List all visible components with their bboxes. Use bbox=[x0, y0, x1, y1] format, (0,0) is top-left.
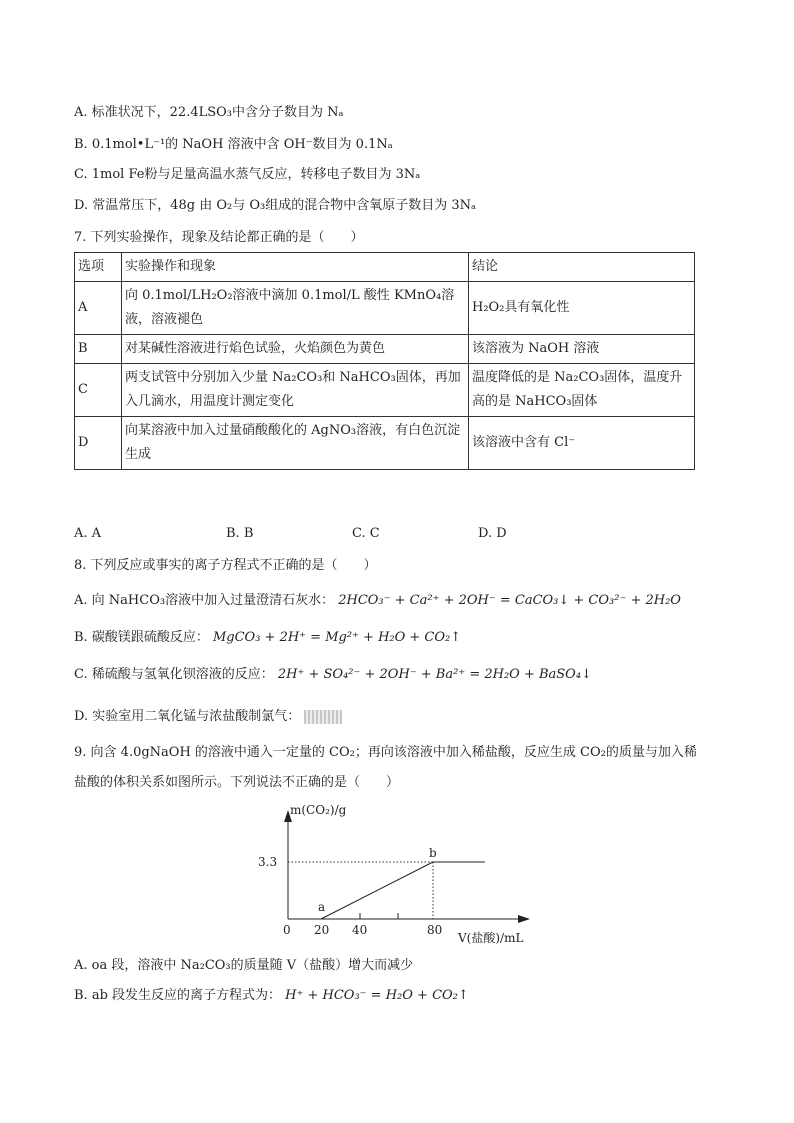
q9-stem-line2: 盐酸的体积关系如图所示。下列说法不正确的是（ ） bbox=[74, 775, 400, 790]
row-operation: 向某溶液中加入过量硝酸酸化的 AgNO₃溶液，有白色沉淀生成 bbox=[122, 417, 469, 470]
q6-option-a: A. 标准状况下，22.4LSO₃中含分子数目为 Nₐ bbox=[74, 105, 344, 120]
q8-option-a bbox=[74, 592, 681, 610]
point-label-a: a bbox=[318, 900, 326, 914]
q8-option-d bbox=[74, 708, 342, 726]
point-label-b: b bbox=[429, 846, 437, 860]
row-conclusion: 温度降低的是 Na₂CO₃固体，温度升高的是 NaHCO₃固体 bbox=[469, 364, 695, 417]
table-row bbox=[75, 335, 695, 364]
q7-choice-d: D. D bbox=[478, 526, 507, 541]
row-option: D bbox=[75, 417, 122, 470]
row-conclusion: H₂O₂具有氧化性 bbox=[469, 282, 695, 335]
table-row bbox=[75, 417, 695, 470]
q6-option-c: C. 1mol Fe粉与足量高温水蒸气反应，转移电子数目为 3Nₐ bbox=[74, 167, 421, 182]
q7-choice-b: B. B bbox=[226, 526, 254, 541]
q8-stem: 8. 下列反应或事实的离子方程式不正确的是（ ） bbox=[74, 558, 377, 573]
row-option: C bbox=[75, 364, 122, 417]
header-conclusion: 结论 bbox=[469, 253, 695, 282]
q8-c-text: C. 稀硫酸与氢氧化钡溶液的反应： bbox=[74, 667, 274, 682]
q6-option-d: D. 常温常压下，48g 由 O₂与 O₃组成的混合物中含氧原子数目为 3Nₐ bbox=[74, 198, 477, 213]
header-option: 选项 bbox=[75, 253, 122, 282]
x-tick-label: 80 bbox=[427, 923, 443, 937]
q9-stem-line1: 9. 向含 4.0gNaOH 的溶液中通入一定量的 CO₂；再向该溶液中加入稀盐酸，反应生成 CO₂的质量与加入稀 bbox=[74, 745, 697, 760]
row-operation: 两支试管中分别加入少量 Na₂CO₃和 NaHCO₃固体，再加入几滴水，用温度计测定变化 bbox=[122, 364, 469, 417]
row-conclusion: 该溶液中含有 Cl⁻ bbox=[469, 417, 695, 470]
co2-volume-chart bbox=[250, 800, 550, 950]
q9-option-b bbox=[74, 987, 469, 1005]
q8-option-c bbox=[74, 666, 592, 684]
q8-a-text: A. 向 NaHCO₃溶液中加入过量澄清石灰水： bbox=[74, 593, 335, 608]
q7-stem: 7. 下列实验操作，现象及结论都正确的是（ ） bbox=[74, 230, 364, 245]
table-row bbox=[75, 364, 695, 417]
q7-choice-c: C. C bbox=[352, 526, 380, 541]
q9-b-text: B. ab 段发生反应的离子方程式为： bbox=[74, 988, 282, 1003]
q9-option-a: A. oa 段，溶液中 Na₂CO₃的质量随 V（盐酸）增大而减少 bbox=[74, 958, 414, 973]
q6-option-b: B. 0.1mol•L⁻¹的 NaOH 溶液中含 OH⁻数目为 0.1Nₐ bbox=[74, 137, 393, 152]
row-conclusion: 该溶液为 NaOH 溶液 bbox=[469, 335, 695, 364]
row-option: A bbox=[75, 282, 122, 335]
q9-b-equation: H⁺ + HCO₃⁻ = H₂O + CO₂↑ bbox=[285, 988, 469, 1003]
y-tick-label: 3.3 bbox=[258, 855, 278, 869]
row-option: B bbox=[75, 335, 122, 364]
x-tick-label: 40 bbox=[352, 923, 368, 937]
table-header-row bbox=[75, 253, 695, 282]
table-row bbox=[75, 282, 695, 335]
q7-table bbox=[74, 252, 695, 470]
row-operation: 对某碱性溶液进行焰色试验，火焰颜色为黄色 bbox=[122, 335, 469, 364]
q7-choice-a: A. A bbox=[74, 526, 102, 541]
y-axis-label: m(CO₂)/g bbox=[290, 803, 347, 817]
x-axis-arrow bbox=[518, 915, 530, 923]
series-line-ab bbox=[321, 862, 433, 919]
q8-b-equation: MgCO₃ + 2H⁺ = Mg²⁺ + H₂O + CO₂↑ bbox=[212, 630, 462, 645]
row-operation: 向 0.1mol/LH₂O₂溶液中滴加 0.1mol/L 酸性 KMnO₄溶液，溶液褪色 bbox=[122, 282, 469, 335]
x-tick-label: 20 bbox=[314, 923, 330, 937]
q8-b-text: B. 碳酸镁跟硫酸反应： bbox=[74, 630, 209, 645]
header-operation: 实验操作和现象 bbox=[122, 253, 469, 282]
q8-d-text: D. 实验室用二氧化锰与浓盐酸制氯气： bbox=[74, 709, 301, 724]
q8-option-b bbox=[74, 629, 461, 647]
q8-a-equation: 2HCO₃⁻ + Ca²⁺ + 2OH⁻ = CaCO₃↓ + CO₃²⁻ + 2H₂O bbox=[338, 593, 681, 608]
q8-c-equation: 2H⁺ + SO₄²⁻ + 2OH⁻ + Ba²⁺ = 2H₂O + BaSO₄↓ bbox=[277, 667, 592, 682]
blurred-equation-image bbox=[304, 710, 342, 724]
x-tick-label: 0 bbox=[283, 923, 291, 937]
x-axis-label: V(盐酸)/mL bbox=[458, 931, 524, 945]
